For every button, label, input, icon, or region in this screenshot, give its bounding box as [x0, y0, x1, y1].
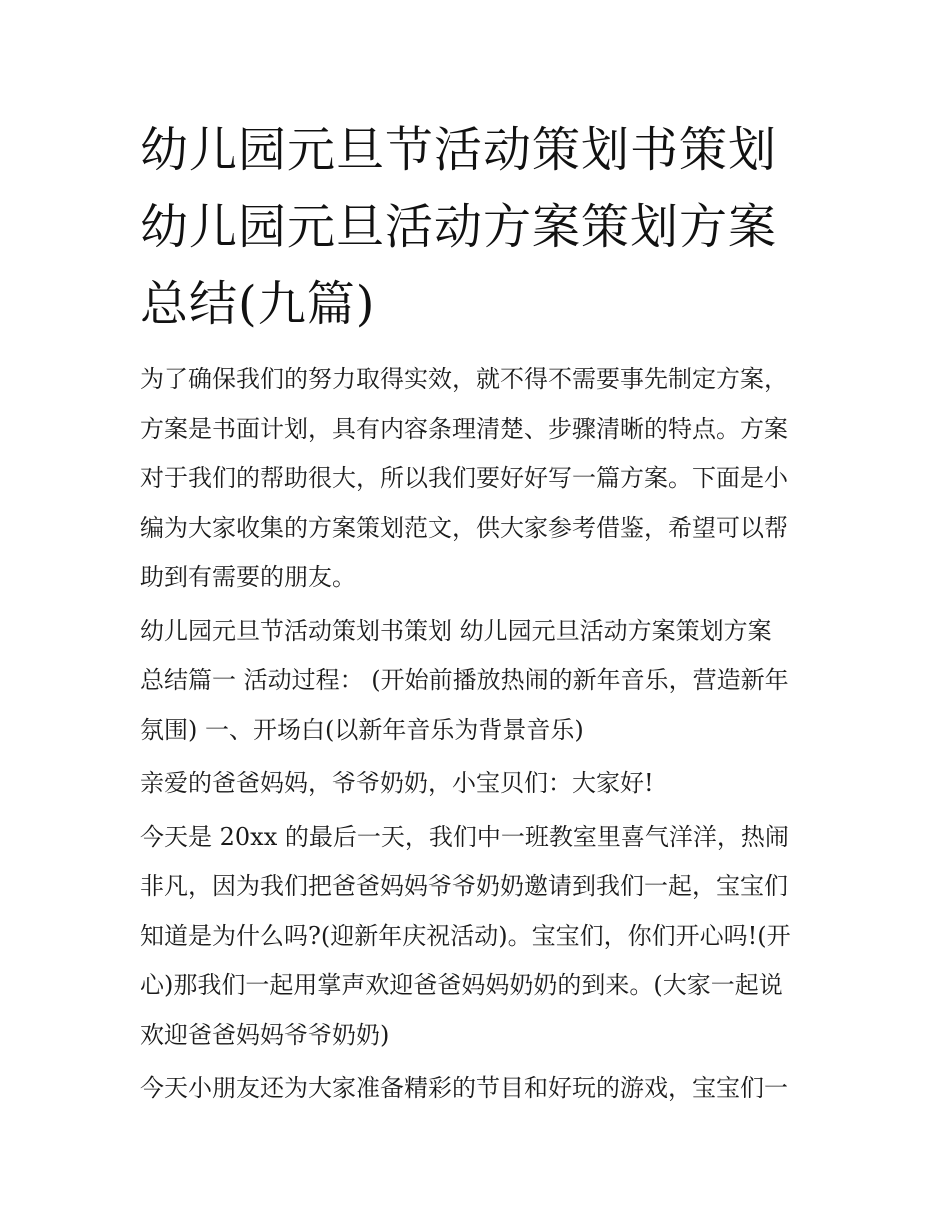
document-body — [140, 355, 815, 1118]
title-line: 幼儿园元旦节活动策划书策划 — [140, 122, 778, 178]
intro-paragraph — [140, 355, 815, 603]
text-line: 心)那我们一起用掌声欢迎爸爸妈妈奶奶的到来。(大家一起说 — [140, 971, 783, 999]
text-line: 总结篇一 活动过程： (开始前播放热闹的新年音乐，营造新年 — [140, 666, 789, 694]
greeting-paragraph — [140, 759, 815, 809]
text-line: 今天是 20xx 的最后一天，我们中一班教室里喜气洋洋，热闹 — [140, 822, 789, 851]
text-line: 幼儿园元旦节活动策划书策划 幼儿园元旦活动方案策划方案 — [140, 616, 772, 645]
text-line: 对于我们的帮助很大，所以我们要好好写一篇方案。下面是小 — [140, 464, 788, 492]
title-line: 幼儿园元旦活动方案策划方案 — [140, 199, 778, 255]
text-line: 非凡，因为我们把爸爸妈妈爷爷奶奶邀请到我们一起，宝宝们 — [140, 872, 788, 900]
text-line: 知道是为什么吗?(迎新年庆祝活动)。宝宝们，你们开心吗!(开 — [140, 921, 791, 950]
text-line: 助到有需要的朋友。 — [140, 563, 356, 591]
body-paragraph — [140, 813, 815, 1061]
section-heading-paragraph — [140, 607, 815, 756]
text-line: 氛围) 一、开场白(以新年音乐为背景音乐) — [140, 715, 584, 744]
text-line: 方案是书面计划，具有内容条理清楚、步骤清晰的特点。方案 — [140, 414, 788, 443]
title-line: 总结(九篇) — [140, 276, 376, 332]
document-title — [140, 112, 820, 343]
text-line: 今天小朋友还为大家准备精彩的节目和好玩的游戏，宝宝们一 — [140, 1074, 788, 1102]
text-line: 为了确保我们的努力取得实效，就不得不需要事先制定方案， — [140, 365, 788, 393]
text-line: 亲爱的爸爸妈妈，爷爷奶奶，小宝贝们：大家好! — [140, 769, 654, 797]
text-line: 欢迎爸爸妈妈爷爷奶奶) — [140, 1020, 390, 1049]
body-paragraph — [140, 1064, 815, 1114]
text-line: 编为大家收集的方案策划范文，供大家参考借鉴，希望可以帮 — [140, 513, 788, 542]
